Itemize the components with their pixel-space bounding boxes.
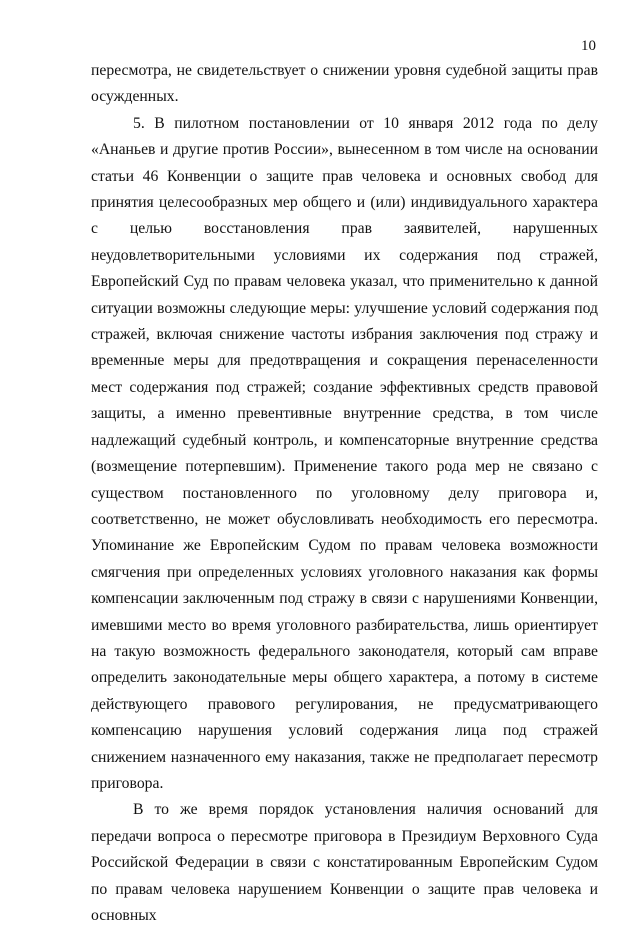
page-number: 10 — [581, 38, 596, 54]
paragraph-item-5: 5. В пилотном постановлении от 10 января 2012 года по делу «Ананьев и другие против России», вынесенном в том числе на основании статьи 46 Конвенции о защите прав человека и основных свобод для принятия целесообразных мер общего и (или) индивидуального характера с целью восстановления прав заявителей, нарушенных неудовлетворительными условиями их содержания под стражей, Европейский Суд по правам человека указал, что применительно к данной ситуации возможны следующие меры: улучшение условий содержания под стражей, включая снижение частоты избрания заключения под стражу и временные меры для предотвращения и сокращения перенаселенности мест содержания под стражей; создание эффективных средств правовой защиты, а именно превентивные внутренние средства, в том числе надлежащий судебный контроль, и компенсаторные внутренние средства (возмещение потерпевшим). Применение такого рода мер не связано с существом постановленного по уголовному делу приговора и, соответственно, не может обусловливать необходимость его пересмотра. Упоминание же Европейским Судом по правам человека возможности смягчения при определенных условиях уголовного наказания как формы компенсации заключенным под стражу в связи с нарушениями Конвенции, имевшими место во время уголовного разбирательства, лишь ориентирует на такую возможность федерального законодателя, который сам вправе определить законодательные меры общего характера, а потому в системе действующего правового регулирования, не предусматривающего компенсацию нарушения условий содержания лица под стражей снижением назначенного ему наказания, также не предполагает пересмотр приговора. — [91, 114, 598, 792]
document-body — [91, 58, 598, 929]
paragraph-next: В то же время порядок установления наличия оснований для передачи вопроса о пересмотре приговора в Президиум Верховного Суда Российской Федерации в связи с констатированным Европейским Судом по правам человека нарушением Конвенции о защите прав человека и основных — [91, 801, 598, 924]
paragraph-continuation: пересмотра, не свидетельствует о снижении уровня судебной защиты прав осужденных. — [91, 62, 598, 106]
